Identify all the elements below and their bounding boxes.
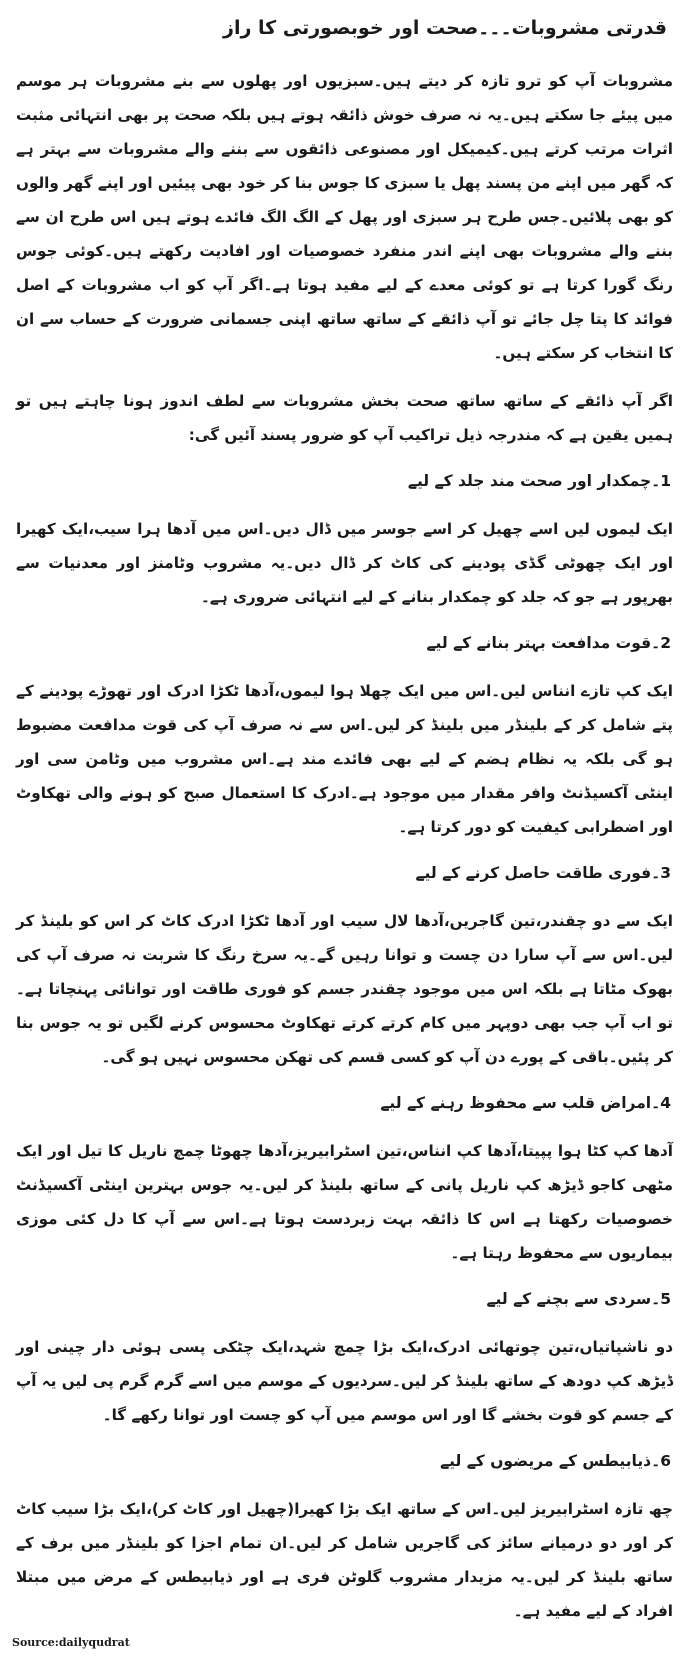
section-body: چھ تازہ اسٹرابیریز لیں۔اس کے ساتھ ایک بڑا کھیرا(چھیل اور کاٹ کر)،ایک بڑا سیب کاٹ کر اور دو درمیانے سائز کی گاجریں شامل کر لیں۔ان تمام اجزا کو بلینڈر میں برف کے ساتھ بلینڈ کر لیں۔یہ مزیدار مشروب گلوٹن فری ہے اور ذیابیطس کے مرض میں مبتلا افراد کے لیے مفید ہے۔ bbox=[16, 1500, 673, 1620]
section-heading: 3۔فوری طاقت حاصل کرنے کے لیے bbox=[415, 864, 671, 882]
section-heading: 5۔سردی سے بچنے کے لیے bbox=[486, 1290, 671, 1308]
section-heading: 2۔قوت مدافعت بہتر بنانے کے لیے bbox=[426, 634, 671, 652]
section-body: ایک سے دو چقندر،تین گاجریں،آدھا لال سیب اور آدھا ٹکڑا ادرک کاٹ کر اس کو بلینڈ کر لیں۔اس سے آپ سارا دن چست و توانا رہیں گے۔یہ سرخ رنگ کا شربت نہ صرف آپ کی بھوک مٹاتا ہے بلکہ اس میں موجود چقندر جسم کو فوری طاقت اور توانائی پہنچاتا ہے۔تو اب آپ جب بھی دوپہر میں کام کرتے کرتے تھکاوٹ محسوس کرنے لگیں تو یہ جوس بنا کر پئیں۔باقی کے پورے دن آپ کو کسی قسم کی تھکن محسوس نہیں ہو گی۔ bbox=[16, 912, 673, 1066]
section-heading: 6۔ذیابیطس کے مریضوں کے لیے bbox=[440, 1452, 671, 1470]
section-body: دو ناشپاتیاں،تین چوتھائی ادرک،ایک بڑا چمچ شہد،ایک چٹکی پسی ہوئی دار چینی اور ڈیڑھ کپ دودھ کے ساتھ بلینڈ کر لیں۔سردیوں کے موسم میں اسے گرم گرم پی لیں یہ آپ کے جسم کو قوت بخشے گا اور اس موسم میں آپ کو چست اور توانا رکھے گا۔ bbox=[16, 1338, 673, 1424]
intro-paragraph: اگر آپ ذائقے کے ساتھ ساتھ صحت بخش مشروبات سے لطف اندوز ہونا چاہتے ہیں تو ہمیں یقین ہے کہ مندرجہ ذیل تراکیب آپ کو ضرور پسند آئیں گی: bbox=[16, 392, 673, 444]
article-title: قدرتی مشروبات۔۔۔صحت اور خوبصورتی کا راز bbox=[223, 17, 667, 39]
section-body: ایک لیموں لیں اسے چھیل کر اسے جوسر میں ڈال دیں۔اس میں آدھا ہرا سیب،ایک کھیرا اور ایک چھوٹی گڈی پودینے کی کاٹ کر ڈال دیں۔یہ مشروب وٹامنز اور معدنیات سے بھرپور ہے جو کہ جلد کو چمکدار بنانے کے لیے انتہائی ضروری ہے۔ bbox=[16, 520, 673, 606]
section-body: ایک کپ تازے انناس لیں۔اس میں ایک چھلا ہوا لیموں،آدھا ٹکڑا ادرک اور تھوڑے پودینے کے پتے شامل کر کے بلینڈر میں بلینڈ کر لیں۔اس سے نہ صرف آپ کی قوت مدافعت مضبوط ہو گی بلکہ یہ نظام ہضم کے لیے بھی فائدے مند ہے۔اس مشروب میں وٹامن سی اور اینٹی آکسیڈنٹ وافر مقدار میں موجود ہے۔ادرک کا استعمال صبح کو ہونے والی تھکاوٹ اور اضطرابی کیفیت کو دور کرتا ہے۔ bbox=[16, 682, 673, 836]
section-heading: 4۔امراض قلب سے محفوظ رہنے کے لیے bbox=[380, 1094, 671, 1112]
section-heading: 1۔چمکدار اور صحت مند جلد کے لیے bbox=[407, 472, 671, 490]
intro-paragraph: مشروبات آپ کو ترو تازہ کر دیتے ہیں۔سبزیوں اور پھلوں سے بنے مشروبات ہر موسم میں پیئے جا سکتے ہیں۔یہ نہ صرف خوش ذائقہ ہوتے ہیں بلکہ صحت پر بھی انتہائی مثبت اثرات مرتب کرتے ہیں۔کیمیکل اور مصنوعی ذائقوں سے بننے والے مشروبات سے بہتر ہے کہ گھر میں اپنے من پسند پھل یا سبزی کا جوس بنا کر خود بھی پیئیں اور اپنے گھر والوں کو بھی پلائیں۔جس طرح ہر سبزی اور پھل کے الگ الگ فائدے ہوتے ہیں اس طرح ان سے بننے والے مشروبات بھی اپنے اندر منفرد خصوصیات اور افادیت رکھتے ہیں۔کوئی جوس رنگ گورا کرتا ہے تو کوئی معدے کے لیے مفید ہوتا ہے۔اگر آپ کو اب مشروبات کے اصل فوائد کا پتا چل جائے تو آپ ذائقے کے ساتھ ساتھ اپنی جسمانی ضرورت کے حساب سے ان کا انتخاب کر سکتے ہیں۔ bbox=[16, 72, 673, 362]
source-credit: Source:dailyqudrat bbox=[12, 1636, 130, 1649]
section-body: آدھا کپ کٹا ہوا پپیتا،آدھا کپ انناس،تین اسٹرابیریز،آدھا چھوٹا چمچ ناریل کا تیل اور ایک مٹھی کاجو ڈیڑھ کپ ناریل پانی کے ساتھ بلینڈ کر لیں۔یہ جوس بہترین اینٹی آکسیڈنٹ خصوصیات رکھتا ہے اس کا ذائقہ بہت زبردست ہوتا ہے۔اس سے آپ کا دل کئی موزی بیماریوں سے محفوظ رہتا ہے۔ bbox=[16, 1142, 673, 1262]
